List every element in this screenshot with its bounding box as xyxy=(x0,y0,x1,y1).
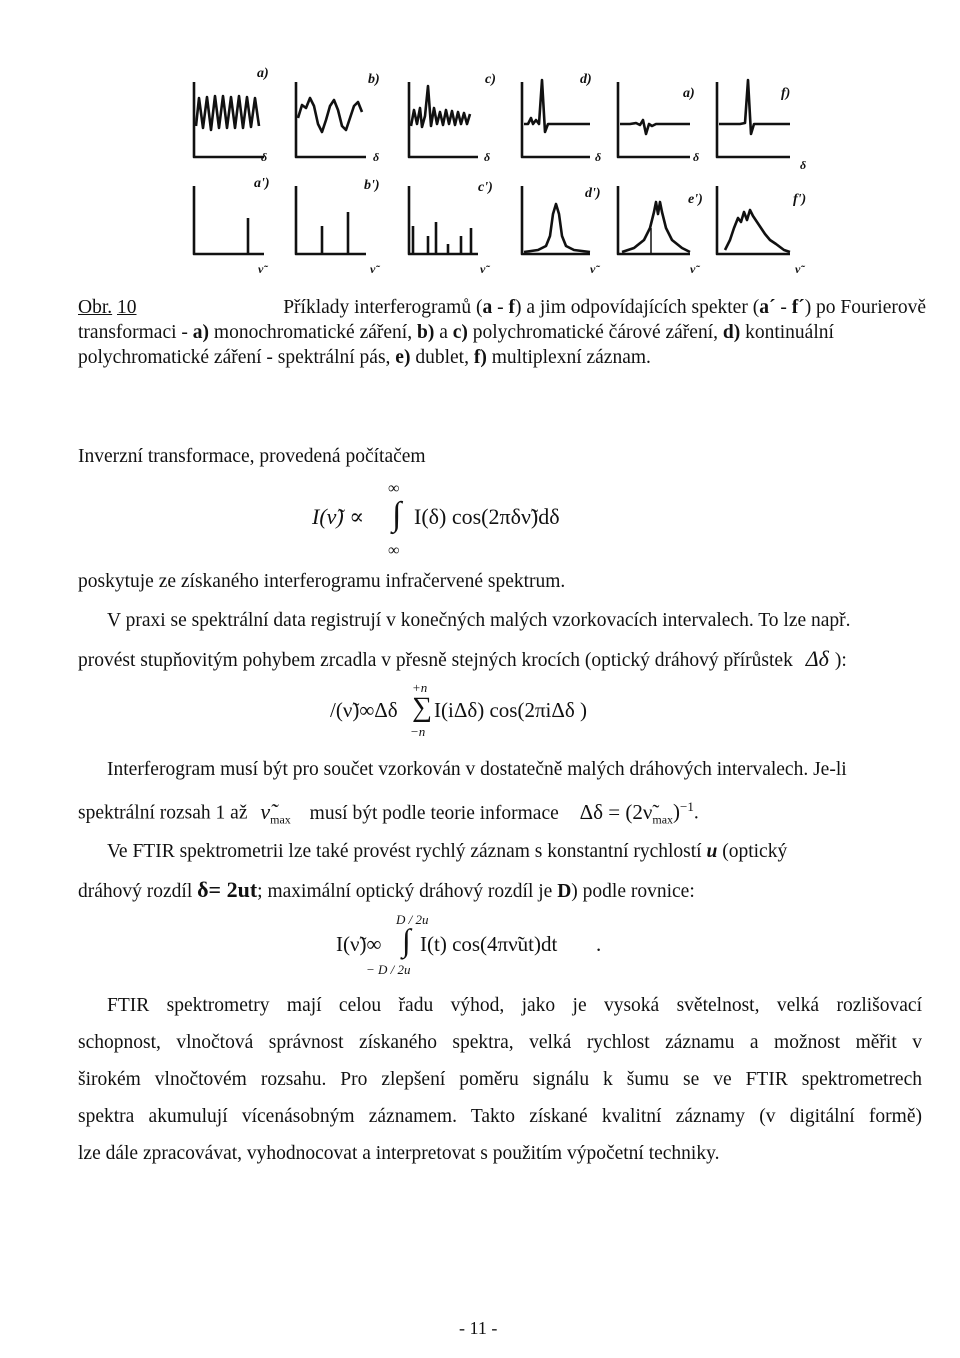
caption-line-1: Obr. 10 Příklady interferogramů (a - f) a jim odpovídajících spekter (a´ - f´) po Fourierově xyxy=(78,297,926,318)
advantages-line-5: lze dále zpracovávat, vyhodnocovat a interpretovat s použitím výpočetní techniky. xyxy=(78,1143,720,1164)
panel-f-prime-spectrum xyxy=(717,186,790,254)
axis-delta-c: δ xyxy=(484,150,491,164)
label-a: a) xyxy=(257,66,269,81)
eq2-sum: ∑ xyxy=(412,692,432,723)
paragraph-practice-line1: V praxi se spektrální data registrují v konečných malých vzorkovacích intervalech. To lze např. xyxy=(107,610,851,631)
panel-a-interferogram xyxy=(194,82,264,157)
figure-drawing xyxy=(0,0,960,290)
eq1-lhs: I(ν̃) ∝ xyxy=(312,504,365,529)
page-number: - 11 - xyxy=(459,1318,498,1338)
panel-d-prime-spectrum xyxy=(522,186,590,254)
eq2-lower-limit: −n xyxy=(410,724,426,739)
eq3-rhs: I(t) cos(4πν̃ut)dt xyxy=(420,932,558,956)
panel-d-interferogram xyxy=(522,80,590,157)
axis-delta-a: δ xyxy=(261,150,268,164)
axis-delta-b: δ xyxy=(373,150,380,164)
figure-caption xyxy=(78,297,938,369)
advantages-line-2: schopnost, vlnočtová správnost získaného spektra, velká rychlost záznamu a možnost měřit v xyxy=(78,1032,922,1053)
eq1-integral: ∫ xyxy=(392,496,402,533)
axis-nu-b: ν̃ xyxy=(370,262,376,276)
label-a-prime: a') xyxy=(254,176,270,191)
axis-delta-f: δ xyxy=(800,158,807,172)
panel-c-prime-spectrum xyxy=(409,186,478,254)
panel-b-interferogram xyxy=(296,82,366,157)
eq1-lower-limit: ∞ xyxy=(388,542,400,559)
panel-f-interferogram xyxy=(717,80,790,157)
label-e: a) xyxy=(683,86,695,101)
paragraph-advantages xyxy=(78,995,922,1165)
eq3-integral: ∫ xyxy=(402,922,411,958)
equation-3 xyxy=(336,912,656,980)
paragraph-ftir-line2: dráhový rozdíl δ= 2ut; maximální optický dráhový rozdíl je D) podle rovnice: xyxy=(78,877,695,902)
panel-b-prime-spectrum xyxy=(296,186,366,254)
label-c: c) xyxy=(485,72,496,87)
eq1-upper-limit: ∞ xyxy=(388,480,400,497)
panel-e-prime-spectrum xyxy=(618,186,690,254)
axis-delta-d: δ xyxy=(595,150,602,164)
panel-e-interferogram xyxy=(618,82,690,157)
panel-a-prime-spectrum xyxy=(194,186,264,254)
interferogram-figure xyxy=(0,0,960,290)
axis-nu-f: ν̃ xyxy=(795,262,801,276)
equation-2 xyxy=(330,680,670,740)
paragraph-ftir-line1: Ve FTIR spektrometrii lze také provést rychlý záznam s konstantní rychlostí u (optický xyxy=(107,841,788,862)
eq3-dot: . xyxy=(596,932,602,956)
panel-c-interferogram xyxy=(409,82,478,157)
label-f: f) xyxy=(781,86,791,101)
label-e-prime: e') xyxy=(688,192,703,207)
caption-line-3: polychromatické záření - spektrální pás, e) dublet, f) multiplexní záznam. xyxy=(78,347,651,368)
label-c-prime: c') xyxy=(478,180,493,195)
axis-nu-a: ν̃ xyxy=(258,262,264,276)
advantages-line-3: širokém vlnočtovém rozsahu. Pro zlepšení poměru signálu k šumu se ve FTIR spektrometrech xyxy=(78,1069,922,1090)
paragraph-practice-line2: provést stupňovitým pohybem zrcadla v přesně stejných krocích (optický dráhový přírůstek Δδ ): xyxy=(78,646,847,671)
eq3-lhs: I(ν̃)∞ xyxy=(336,932,382,956)
label-f-prime: f') xyxy=(793,192,807,207)
eq2-rhs: I(iΔδ) cos(2πiΔδ ) xyxy=(434,698,588,722)
axis-nu-e: ν̃ xyxy=(690,262,696,276)
paragraph-ir-spectrum: poskytuje ze získaného interferogramu infračervené spektrum. xyxy=(78,571,566,592)
label-d: d) xyxy=(580,72,592,87)
advantages-line-1: FTIR spektrometry mají celou řadu výhod, jako je vysoká světelnost, velká rozlišovací xyxy=(107,995,922,1016)
eq3-lower-limit: − D / 2u xyxy=(366,962,411,977)
eq2-upper-limit: +n xyxy=(412,680,428,695)
equation-1 xyxy=(312,480,632,560)
advantages-line-4: spektra akumulují vícenásobným záznamem. Takto získané kvalitní záznamy (v digitální formě) xyxy=(78,1106,922,1127)
axis-nu-d: ν̃ xyxy=(590,262,596,276)
axis-delta-e: δ xyxy=(693,150,700,164)
paragraph-sampling-line1: Interferogram musí být pro součet vzorkován v dostatečně malých dráhových intervalech. Je-li xyxy=(107,759,847,780)
paragraph-sampling-line2: spektrální rozsah 1 až $\nũ_{max}$ musí být podle teorie informace $\Delta\delta = (2\nũ_{max})^{-1}$. xyxy=(78,798,699,827)
label-d-prime: d') xyxy=(585,186,601,201)
caption-line-2: transformaci - a) monochromatické záření, b) a c) polychromatické čárové záření, d) kontinuální xyxy=(78,322,834,343)
eq1-rhs: I(δ) cos(2πδν̃)dδ xyxy=(414,504,560,529)
label-b: b) xyxy=(368,72,380,87)
eq2-lhs: /(ν̃)∞Δδ xyxy=(330,698,398,722)
axis-nu-c: ν̃ xyxy=(480,262,486,276)
label-b-prime: b') xyxy=(364,178,380,193)
paragraph-inverse-transform: Inverzní transformace, provedená počítačem xyxy=(78,446,426,467)
eq3-upper-limit: D / 2u xyxy=(396,912,429,927)
